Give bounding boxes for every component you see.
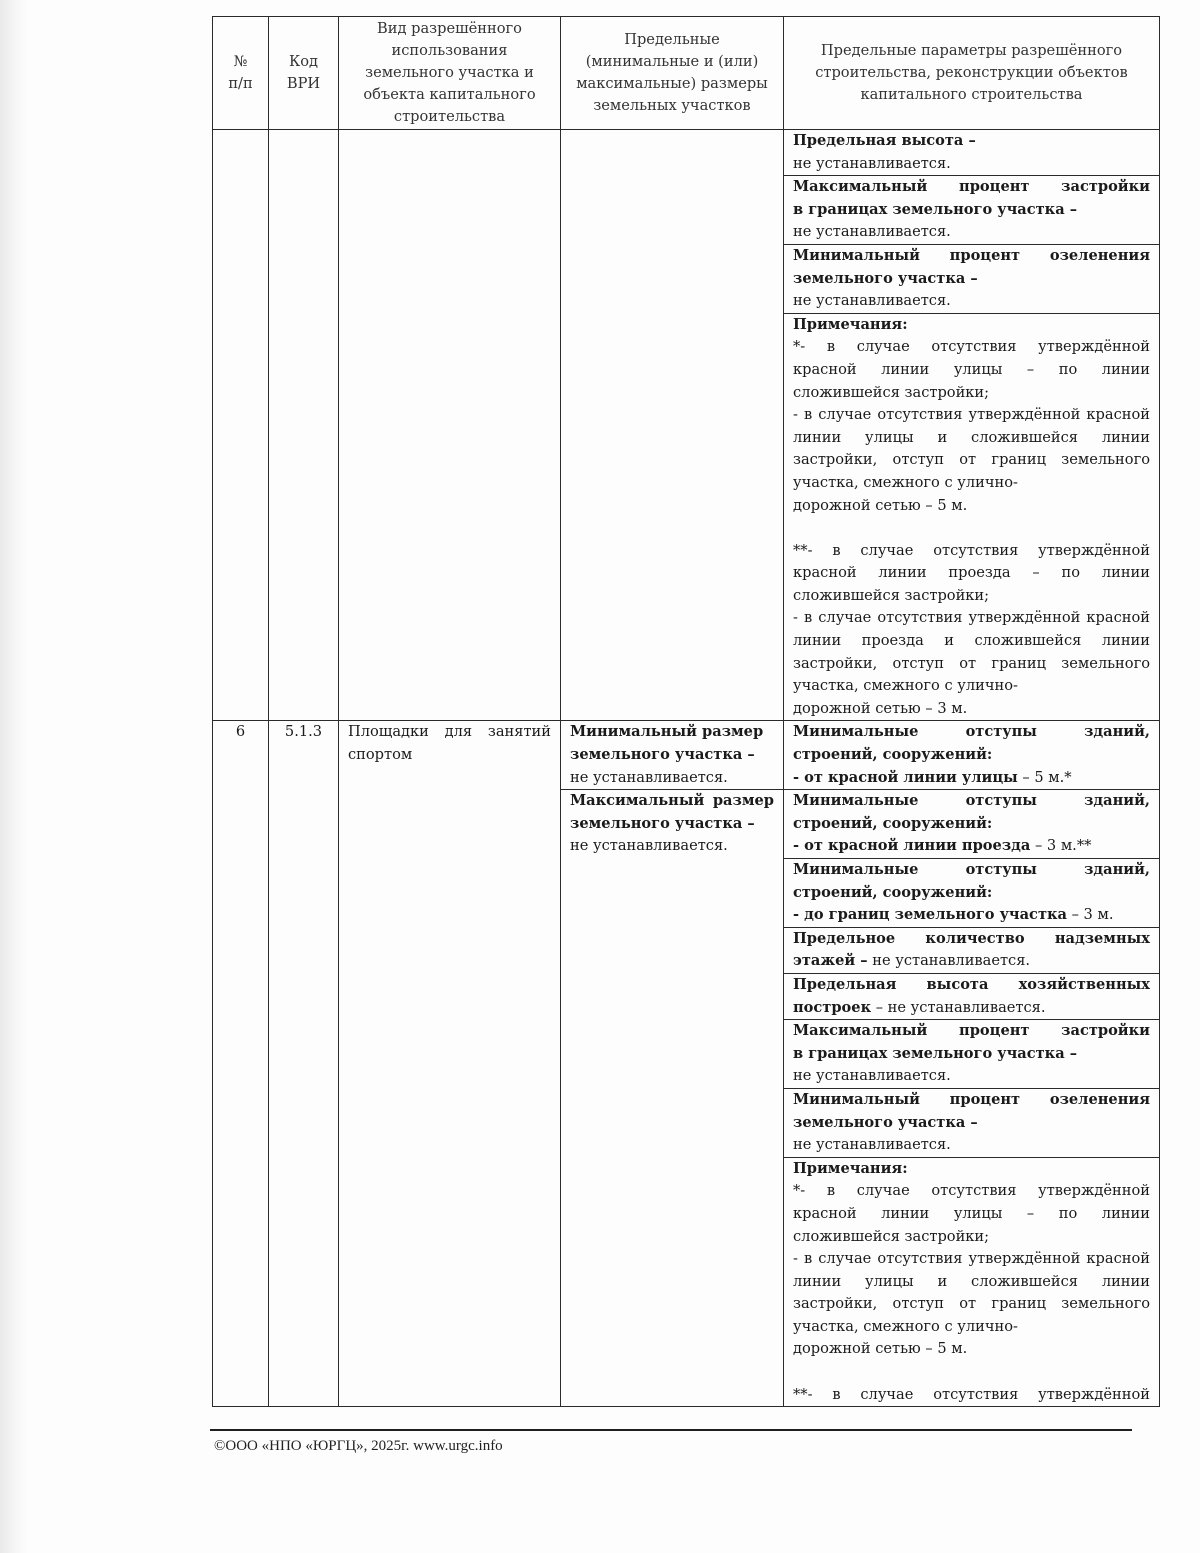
param-label: Минимальные отступы зданий, строений, сооружений: (793, 792, 1150, 832)
param-build-pct (784, 176, 1160, 245)
param-sub: - от красной линии проезда (793, 837, 1031, 855)
note-text: - в случае отсутствия утверждённой красной линии проезда и сложившейся линии застройки, отступ от границ земельного участка, смежного с улично- (793, 609, 1150, 695)
footer-divider (210, 1429, 1132, 1431)
param-label: Предельное количество надземных этажей – (793, 929, 1150, 970)
scan-edge (0, 0, 28, 1553)
param-sub: - до границ земельного участка (793, 906, 1067, 924)
param-value: не устанавливается. (793, 154, 951, 172)
param-label: Предельная высота – (793, 132, 976, 149)
note-text: *- в случае отсутствия утверждённой красной линии улицы – по линии сложившейся застройки; (793, 338, 1150, 401)
zoning-table (212, 16, 1160, 1407)
size-value: не устанавливается. (570, 768, 728, 786)
notes-cell (784, 1157, 1160, 1407)
param-label: земельного участка – (793, 1113, 978, 1131)
param-value: – 3 м.** (1030, 837, 1092, 855)
param-value: – 3 м. (1066, 906, 1114, 924)
row-num: 6 (213, 721, 269, 1407)
param-label: в границах земельного участка – (793, 1044, 1078, 1062)
param-label: Минимальные отступы зданий, строений, сооружений: (793, 861, 1150, 901)
param-value: не устанавливается. (793, 223, 951, 241)
param-label: Максимальный процент застройки (793, 1022, 1150, 1040)
note-text: - в случае отсутствия утверждённой красной линии улицы и сложившейся линии застройки, отступ от границ земельного участка, смежного с улично- (793, 1250, 1150, 1335)
param-value: не устанавливается. (793, 292, 951, 310)
note-text: *- в случае отсутствия утверждённой красной линии улицы – по линии сложившейся застройки; (793, 1182, 1150, 1245)
notes-label: Примечания: (793, 1159, 908, 1177)
min-size-cell (561, 721, 784, 790)
notes-label: Примечания: (793, 315, 908, 333)
param-value: не устанавливается. (793, 1067, 951, 1085)
max-size-cell (561, 790, 784, 1407)
size-value: не устанавливается. (570, 837, 728, 855)
param-value: не устанавливается. (867, 952, 1031, 970)
row-use-type: Площадки для занятий спортом (339, 721, 561, 1407)
param-value: не устанавливается. (793, 1136, 951, 1154)
param-label: Минимальный процент озеленения (793, 246, 1150, 264)
param-label: Максимальный процент застройки (793, 178, 1150, 196)
row-code: 5.1.3 (269, 721, 339, 1407)
footer-copyright: ©ООО «НПО «ЮРГЦ», 2025г. www.urgc.info (214, 1438, 503, 1454)
param-floors (784, 927, 1160, 973)
param-offset-street (784, 721, 1160, 790)
param-label: Минимальные отступы зданий, строений, сооружений: (793, 723, 1150, 764)
param-offset-boundary (784, 859, 1160, 928)
param-offset-passage (784, 790, 1160, 859)
param-value: – не устанавливается. (871, 998, 1046, 1016)
param-build-pct (784, 1020, 1160, 1089)
param-outbuilding-height (784, 973, 1160, 1019)
cont-num-cell (213, 130, 269, 721)
param-green-pct (784, 244, 1160, 313)
param-value: – 5 м.* (1017, 768, 1072, 786)
table-row-cont-height (213, 130, 1160, 176)
param-green-pct (784, 1088, 1160, 1157)
param-label: Предельная высота хозяйственных построек (793, 975, 1150, 1016)
note-text: - в случае отсутствия утверждённой красной линии улицы и сложившейся линии застройки, отступ от границ земельного участка, смежного с улично- (793, 406, 1150, 491)
param-label: земельного участка – (793, 269, 978, 287)
param-label: Минимальный процент озеленения (793, 1090, 1150, 1108)
table-header-row (213, 17, 1160, 130)
header-plot-sizes: Предельные (минимальные и (или) максимальные) размеры земельных участков (561, 17, 784, 130)
note-text: дорожной сетью – 5 м. (793, 496, 968, 514)
note-text: **- в случае отсутствия утверждённой (793, 1385, 1150, 1403)
table-row-6 (213, 721, 1160, 790)
cont-code-cell (269, 130, 339, 721)
param-height (784, 130, 1160, 176)
param-label: в границах земельного участка – (793, 200, 1078, 218)
note-text: дорожной сетью – 3 м. (793, 699, 968, 717)
size-label: Минимальный размер земельного участка – (570, 723, 764, 764)
note-text: **- в случае отсутствия утверждённой красной линии проезда – по линии сложившейся застройки; (793, 541, 1150, 604)
header-num: № п/п (213, 17, 269, 130)
size-label: Максимальный размер земельного участка – (570, 792, 774, 832)
notes-cell (784, 313, 1160, 721)
header-use-type: Вид разрешённого использования земельного участка и объекта капитального строительства (339, 17, 561, 130)
header-code: Код ВРИ (269, 17, 339, 130)
header-params: Предельные параметры разрешённого строительства, реконструкции объектов капитального строительства (784, 17, 1160, 130)
param-sub: - от красной линии улицы (793, 768, 1018, 786)
note-text: дорожной сетью – 5 м. (793, 1340, 968, 1358)
cont-size-cell (561, 130, 784, 721)
cont-use-cell (339, 130, 561, 721)
